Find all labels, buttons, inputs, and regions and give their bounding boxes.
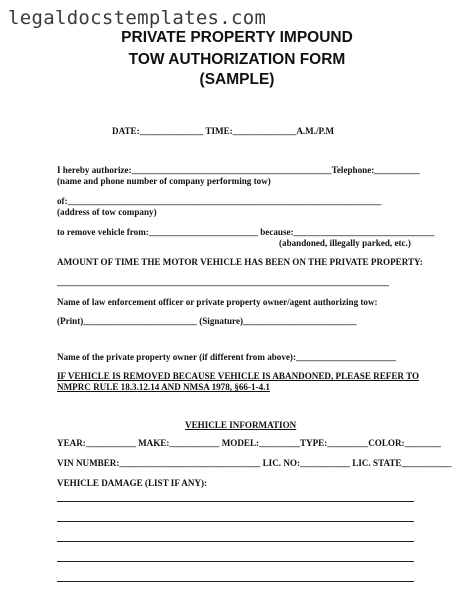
- form-title-line-1: PRIVATE PROPERTY IMPOUND: [121, 29, 353, 46]
- amount-of-time-line: _________________________________________________________________________: [57, 277, 389, 287]
- amount-of-time-heading: AMOUNT OF TIME THE MOTOR VEHICLE HAS BEEN ON THE PRIVATE PROPERTY:: [57, 257, 423, 267]
- remove-vehicle-field: to remove vehicle from:________________________ because:_______________________________: [57, 227, 435, 237]
- form-title-line-2: TOW AUTHORIZATION FORM: [128, 51, 346, 68]
- vehicle-information-heading: VEHICLE INFORMATION: [185, 420, 297, 430]
- property-owner-field: Name of the private property owner (if different from above):______________________: [57, 352, 397, 362]
- watermark-logo: legaldocstemplates.com: [8, 7, 267, 29]
- damage-line-2: [57, 521, 414, 522]
- abandoned-notice-line-1: IF VEHICLE IS REMOVED BECAUSE VEHICLE IS ABANDONED, PLEASE REFER TO: [57, 371, 420, 381]
- damage-line-1: [57, 501, 414, 502]
- damage-line-3: [57, 541, 414, 542]
- tow-company-address-hint: (address of tow company): [57, 207, 157, 217]
- abandoned-notice-line-2: NMPRC RULE 18.3.12.14 AND NMSA 1978, §66-1-4.1: [57, 382, 270, 392]
- print-signature-field: (Print)_________________________ (Signature)_________________________: [57, 316, 357, 326]
- tow-company-address-field: of:_____________________________________________________________________: [57, 196, 382, 206]
- authorize-field: I hereby authorize:____________________________________________Telephone:__________: [57, 165, 420, 175]
- vehicle-damage-label: VEHICLE DAMAGE (LIST IF ANY):: [57, 478, 208, 488]
- authorizing-officer-label: Name of law enforcement officer or private property owner/agent authorizing tow:: [57, 297, 378, 307]
- authorize-hint: (name and phone number of company performing tow): [57, 176, 271, 186]
- date-time-field: DATE:______________ TIME:______________A.M./P.M: [112, 126, 335, 136]
- vehicle-year-make-model-row: YEAR:___________ MAKE:___________ MODEL:_________TYPE:_________COLOR:________: [57, 438, 441, 448]
- form-title-line-3: (SAMPLE): [199, 71, 275, 88]
- remove-vehicle-hint: (abandoned, illegally parked, etc.): [279, 238, 411, 248]
- vin-license-row: VIN NUMBER:_______________________________ LIC. NO:___________ LIC. STATE___________: [57, 458, 452, 468]
- damage-line-5: [57, 581, 414, 582]
- damage-line-4: [57, 561, 414, 562]
